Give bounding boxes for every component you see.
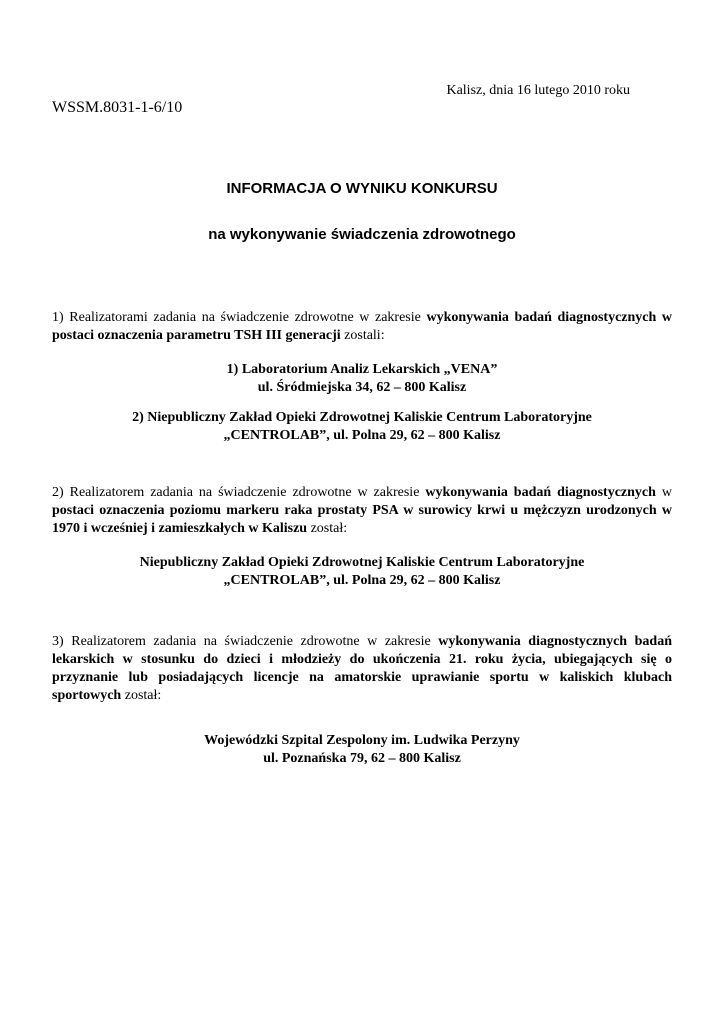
- recipient-address: ul. Śródmiejska 34, 62 – 800 Kalisz: [257, 380, 467, 395]
- recipient-name: 1) Laboratorium Analiz Lekarskich „VENA”: [226, 362, 498, 377]
- recipient-name: Niepubliczny Zakład Opieki Zdrowotnej Kaliskie Centrum Laboratoryjne: [139, 555, 585, 570]
- section-1-tail: zostali:: [340, 328, 385, 343]
- section-1-intro: 1) Realizatorami zadania na świadczenie zdrowotne w zakresie: [52, 310, 427, 325]
- document-date: Kalisz, dnia 16 lutego 2010 roku: [446, 83, 630, 98]
- section-3-recipient: [52, 732, 672, 768]
- section-2-mid: w: [655, 485, 672, 500]
- section-2-intro: 2) Realizatorem zadania na świadczenie zdrowotne w zakresie: [52, 485, 426, 500]
- section-3-intro: 3) Realizatorem zadania na świadczenie zdrowotne w zakresie: [52, 634, 439, 649]
- section-2-recipient: [52, 554, 672, 590]
- document-title: INFORMACJA O WYNIKU KONKURSU: [226, 180, 498, 197]
- section-2-scope-detail: postaci oznaczenia poziomu markeru raka prostaty PSA w surowicy krwi u mężczyzn urodzonych w 1970 i wcześniej i zamieszkałych w Kaliszu: [52, 503, 672, 536]
- recipient-name: 2) Niepubliczny Zakład Opieki Zdrowotnej Kaliskie Centrum Laboratoryjne: [132, 410, 592, 425]
- section-3-paragraph: [52, 633, 672, 705]
- recipient-name: Wojewódzki Szpital Zespolony im. Ludwika Perzyny: [204, 733, 520, 748]
- section-2-tail: został:: [307, 521, 348, 536]
- section-3-tail: został:: [121, 688, 162, 703]
- section-1-recipient-2: [52, 409, 672, 445]
- document-subtitle: na wykonywanie świadczenia zdrowotnego: [208, 226, 516, 243]
- section-1-recipient-1: [52, 361, 672, 397]
- section-1-paragraph: [52, 309, 672, 345]
- section-1-scope: wykonywania badań diagnostycznych w postaci oznaczenia parametru TSH III generacji: [52, 310, 672, 343]
- reference-number: WSSM.8031-1-6/10: [52, 99, 183, 116]
- section-2-scope: wykonywania badań diagnostycznych: [425, 485, 656, 500]
- section-2-paragraph: [52, 484, 672, 538]
- section-3-scope: wykonywania diagnostycznych badań lekarskich w stosunku do dzieci i młodzieży do ukończenia 21. roku życia, ubiegających się o przyznanie lub posiadających licencje na amatorskie uprawianie sportu w kaliskich klubach sportowych: [52, 634, 672, 703]
- recipient-address: „CENTROLAB”, ul. Polna 29, 62 – 800 Kalisz: [223, 573, 501, 588]
- recipient-address: ul. Poznańska 79, 62 – 800 Kalisz: [263, 751, 461, 766]
- recipient-address: „CENTROLAB”, ul. Polna 29, 62 – 800 Kalisz: [223, 428, 501, 443]
